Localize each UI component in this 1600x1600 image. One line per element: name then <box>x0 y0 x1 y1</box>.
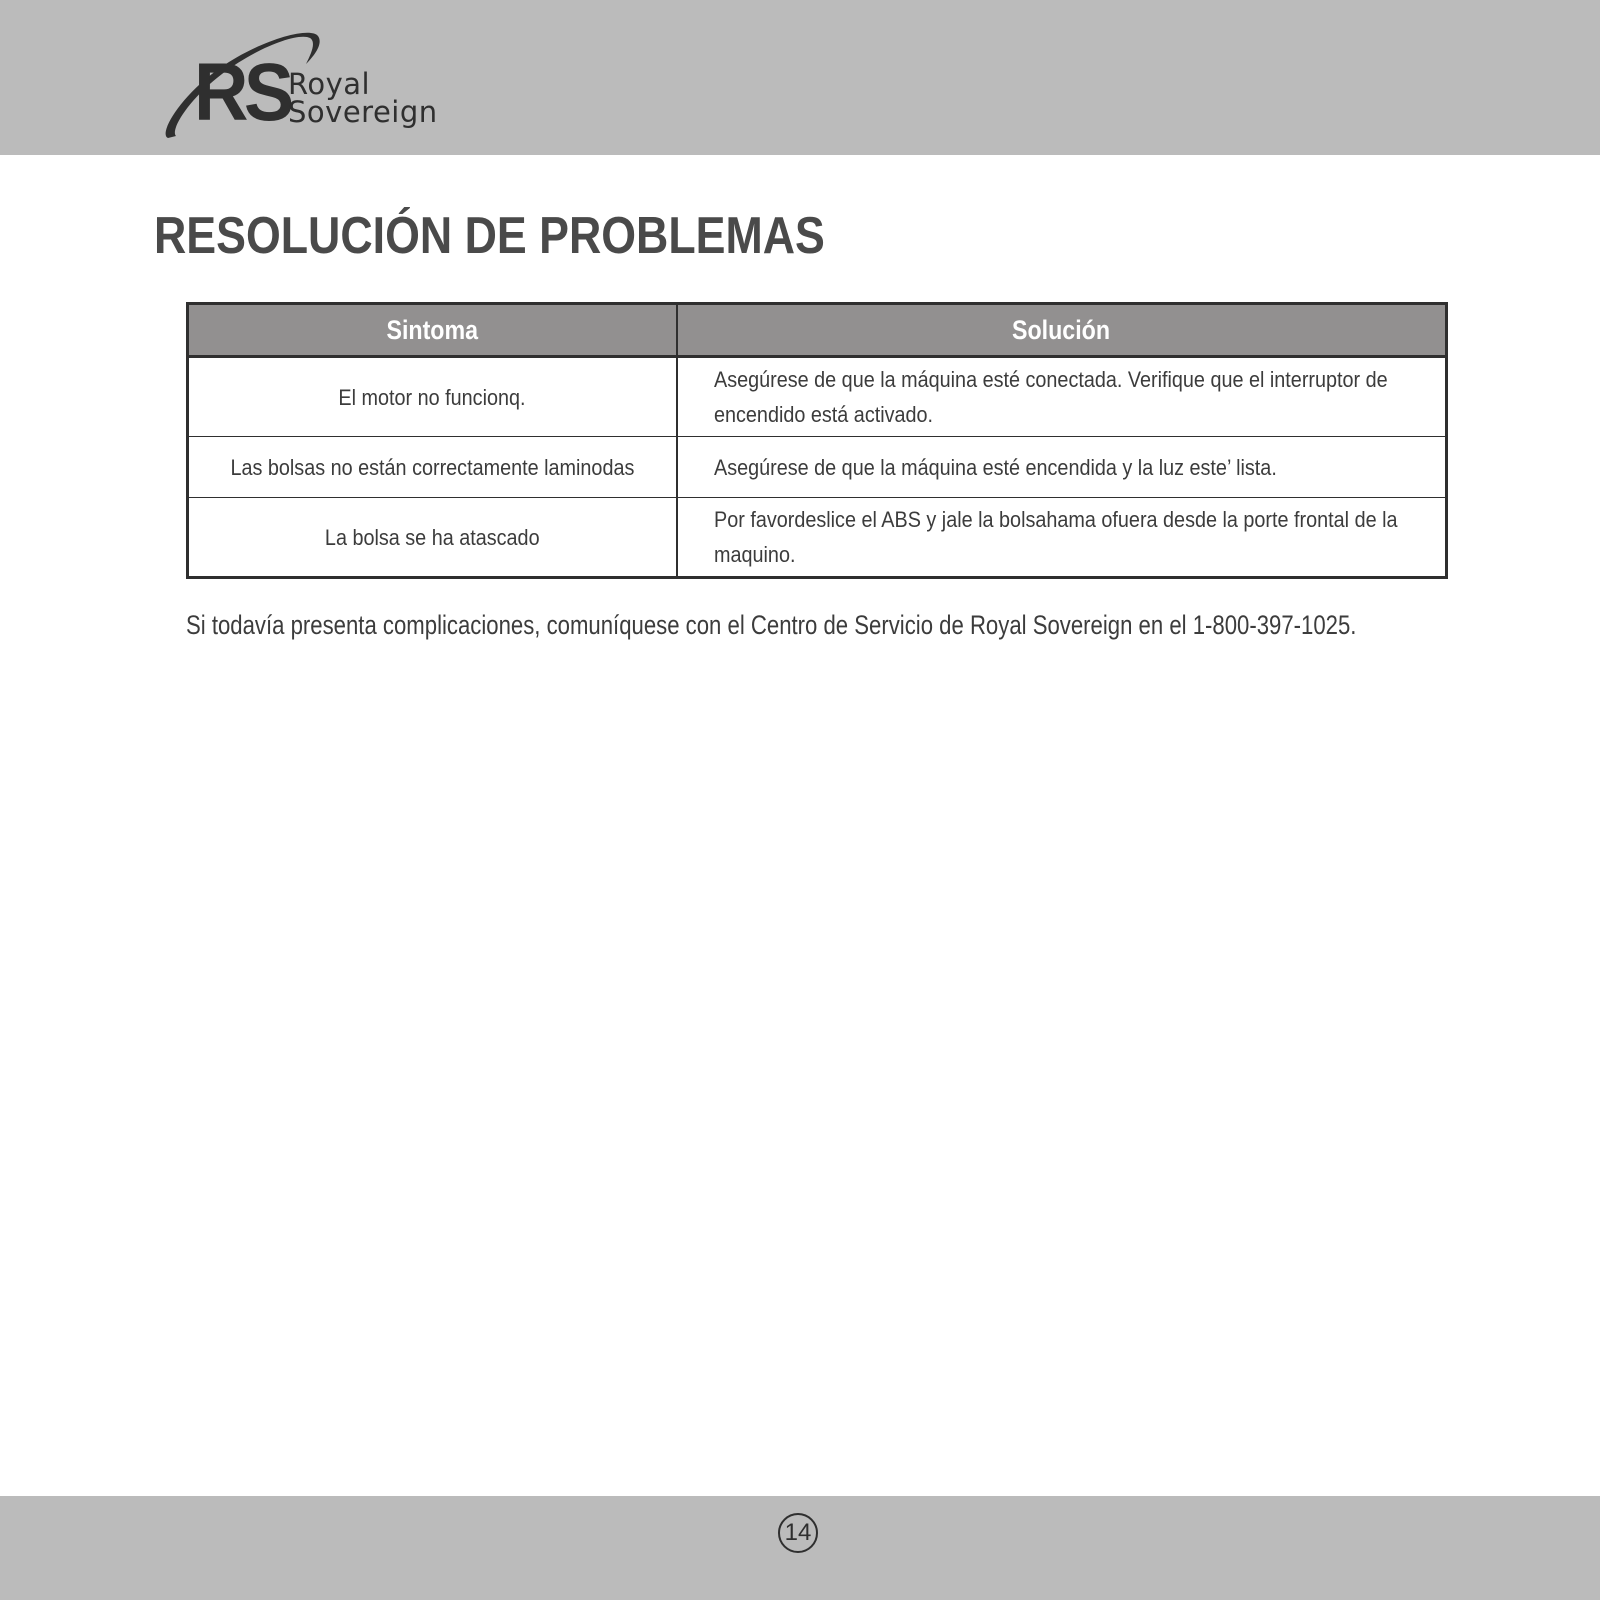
solution-cell: Por favordeslice el ABS y jale la bolsahama ofuera desde la porte frontal de la maquino. <box>677 498 1447 578</box>
page-title: RESOLUCIÓN DE PROBLEMAS <box>154 207 825 265</box>
table-row <box>188 357 1447 437</box>
troubleshooting-table <box>186 302 1448 579</box>
symptom-cell: Las bolsas no están correctamente laminodas <box>188 437 677 498</box>
header-band <box>0 0 1600 155</box>
royal-sovereign-logo <box>160 26 460 146</box>
column-header-solution: Solución <box>677 304 1447 357</box>
symptom-cell: El motor no funcionq. <box>188 357 677 437</box>
solution-cell: Asegúrese de que la máquina esté conectada. Verifique que el interruptor de encendido está activado. <box>677 357 1447 437</box>
logo-monogram: RS <box>194 47 290 138</box>
logo-word-royal: Royal <box>288 67 371 101</box>
solution-cell: Asegúrese de que la máquina esté encendida y la luz este’ lista. <box>677 437 1447 498</box>
column-header-symptom: Sintoma <box>188 304 677 357</box>
table-row <box>188 498 1447 578</box>
logo-word-sovereign: Sovereign <box>288 95 438 129</box>
symptom-cell: La bolsa se ha atascado <box>188 498 677 578</box>
table-header-row <box>188 304 1447 357</box>
service-contact-note: Si todavía presenta complicaciones, comuníquese con el Centro de Servicio de Royal Sovereign en el 1-800-397-1025. <box>186 610 1357 640</box>
page-number: 14 <box>778 1513 818 1553</box>
table-row <box>188 437 1447 498</box>
